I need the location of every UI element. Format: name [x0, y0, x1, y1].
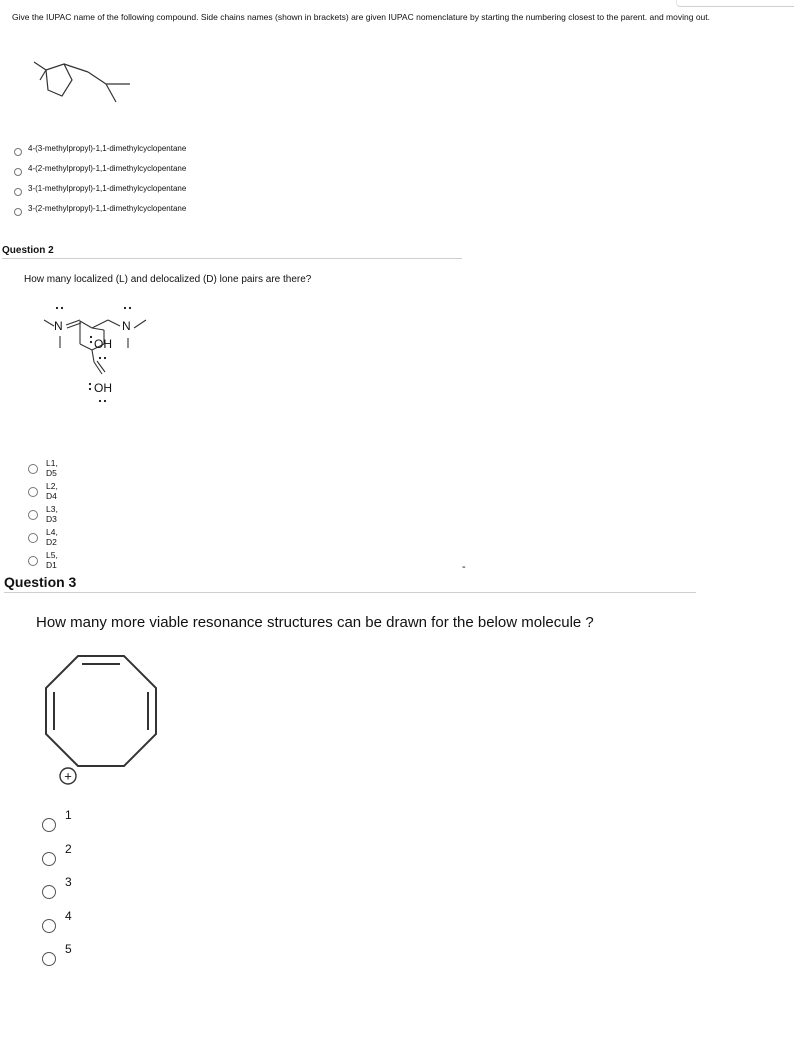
radio-button[interactable] — [28, 556, 38, 566]
radio-button[interactable] — [42, 919, 56, 933]
option-label: 4-(2-methylpropyl)-1,1-dimethylcyclopentane — [28, 163, 187, 173]
radio-button[interactable] — [28, 510, 38, 520]
option-label: L1, D5 — [46, 458, 58, 478]
option-label: L5, D1 — [46, 550, 58, 570]
radio-button[interactable] — [28, 464, 38, 474]
question-1-option[interactable] — [14, 198, 186, 218]
question-2-divider — [2, 258, 462, 259]
hydroxyl-lower-label: OH — [94, 381, 112, 395]
question-1-prompt: Give the IUPAC name of the following compound. Side chains names (shown in brackets) are given IUPAC nomenclature by starting the numbering closest to the parent. and moving out. — [12, 12, 710, 22]
option-label: 3-(1-methylpropyl)-1,1-dimethylcyclopentane — [28, 183, 187, 193]
nitrogen-right-label: N — [122, 319, 131, 333]
radio-button[interactable] — [14, 188, 22, 196]
radio-button[interactable] — [42, 952, 56, 966]
stray-mark: - — [462, 561, 466, 573]
radio-button[interactable] — [42, 818, 56, 832]
question-3-structure — [40, 650, 164, 790]
question-2-prompt: How many localized (L) and delocalized (D) lone pairs are there? — [24, 274, 312, 285]
question-3-divider — [4, 592, 696, 593]
option-label: 3-(2-methylpropyl)-1,1-dimethylcyclopentane — [28, 203, 187, 213]
positive-charge-symbol: + — [64, 768, 72, 784]
question-2-heading: Question 2 — [2, 245, 54, 256]
radio-button[interactable] — [14, 208, 22, 216]
question-1-structure — [28, 54, 138, 104]
option-label: 1 — [65, 808, 72, 822]
option-label: 3 — [65, 875, 72, 889]
question-1-option[interactable] — [14, 158, 186, 178]
question-2-structure — [38, 300, 158, 410]
option-label: 4-(3-methylpropyl)-1,1-dimethylcyclopentane — [28, 143, 187, 153]
radio-button[interactable] — [28, 533, 38, 543]
option-label: 5 — [65, 942, 72, 956]
question-1-options — [14, 138, 186, 218]
option-label: L2, D4 — [46, 481, 58, 501]
question-3-prompt: How many more viable resonance structures can be drawn for the below molecule ? — [36, 614, 594, 631]
option-label: L4, D2 — [46, 527, 58, 547]
hydroxyl-upper-label: OH — [94, 337, 112, 351]
radio-button[interactable] — [42, 885, 56, 899]
nitrogen-left-label: N — [54, 319, 63, 333]
option-label: L3, D3 — [46, 504, 58, 524]
question-3-heading: Question 3 — [4, 574, 77, 590]
radio-button[interactable] — [28, 487, 38, 497]
question-1-option[interactable] — [14, 178, 186, 198]
option-label: 2 — [65, 841, 72, 856]
radio-button[interactable] — [14, 148, 22, 156]
option-label: 4 — [65, 908, 72, 923]
question-1-option[interactable] — [14, 138, 186, 158]
radio-button[interactable] — [42, 852, 56, 866]
top-right-tab-edge — [676, 0, 794, 7]
radio-button[interactable] — [14, 168, 22, 176]
